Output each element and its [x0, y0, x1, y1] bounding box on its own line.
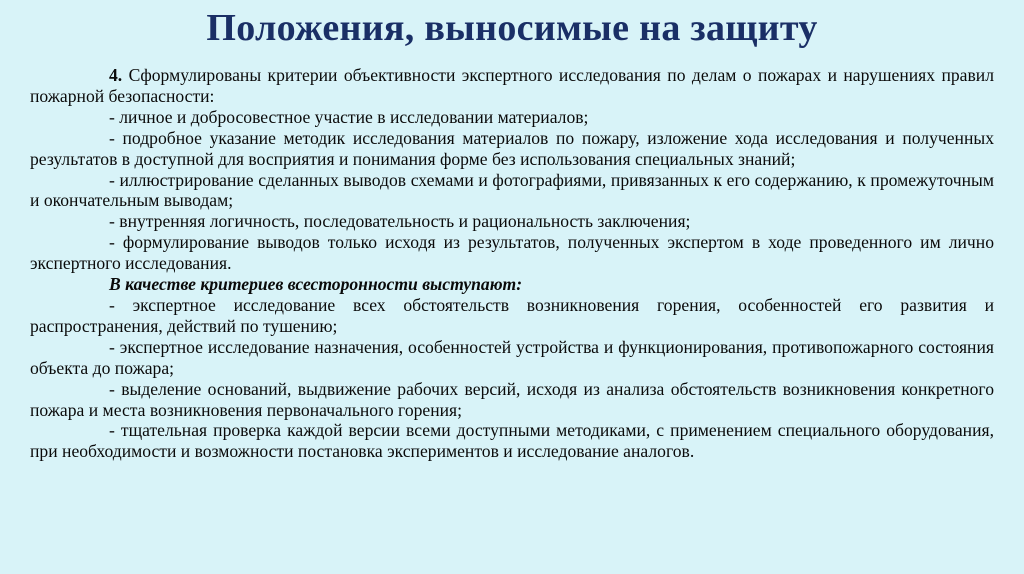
objectivity-criterion: - личное и добросовестное участие в исследовании материалов; — [109, 106, 589, 127]
item-lead: Сформулированы критерии объективности экспертного исследования по делам о пожарах и нарушениях правил пожарной безопасности: — [30, 65, 994, 106]
slide-content — [30, 65, 994, 462]
slide-title: Положения, выносимые на защиту — [206, 7, 818, 49]
comprehensiveness-criterion: - экспертное исследование назначения, особенностей устройства и функционирования, противопожарного состояния объекта до пожара; — [30, 336, 994, 378]
objectivity-criterion: - формулирование выводов только исходя из результатов, полученных экспертом в ходе проведенного им лично экспертного исследования. — [30, 232, 994, 274]
comprehensiveness-heading: В качестве критериев всесторонности выступают: — [109, 274, 523, 295]
objectivity-criterion: - иллюстрирование сделанных выводов схемами и фотографиями, привязанных к его содержанию, к промежуточным и окончательным выводам; — [30, 169, 994, 211]
comprehensiveness-criterion: - выделение оснований, выдвижение рабочих версий, исходя из анализа обстоятельств возникновения конкретного пожара и места возникновения первоначального горения; — [30, 378, 994, 420]
comprehensiveness-criterion: - экспертное исследование всех обстоятельств возникновения горения, особенностей его развития и распространения, действий по тушению; — [30, 294, 994, 336]
objectivity-criterion: - внутренняя логичность, последовательность и рациональность заключения; — [109, 211, 691, 232]
objectivity-criterion: - подробное указание методик исследования материалов по пожару, изложение хода исследования и полученных результатов в доступной для восприятия и понимания форме без использования специальных знаний; — [30, 127, 994, 169]
item-intro — [30, 65, 994, 107]
comprehensiveness-criterion: - тщательная проверка каждой версии всеми доступными методиками, с применением специального оборудования, при необходимости и возможности постановка экспериментов и исследование аналогов. — [30, 420, 994, 462]
item-number: 4. — [109, 65, 123, 85]
